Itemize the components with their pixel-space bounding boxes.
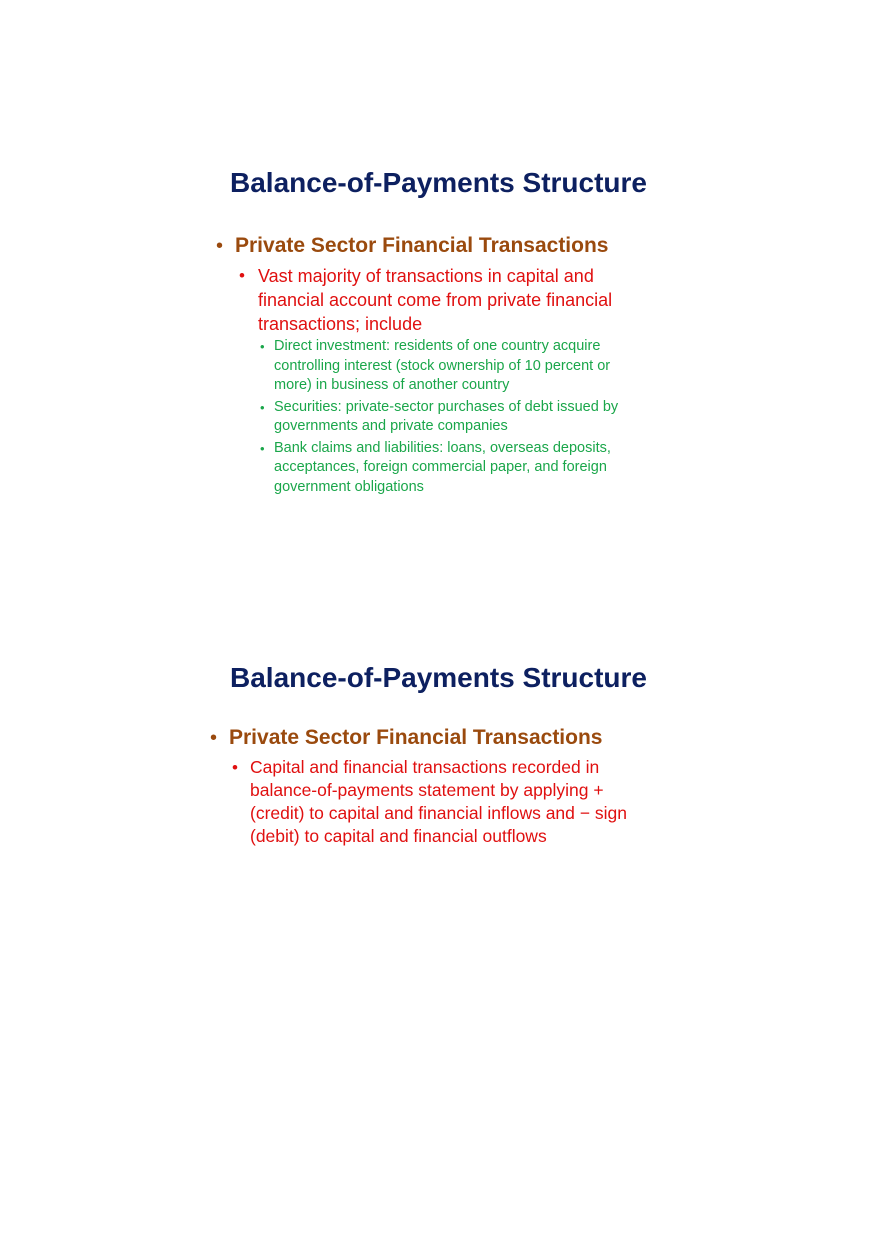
detail-bullet-item [258,439,676,498]
bullet-marker: • [216,235,224,257]
sub-bullet-list [229,756,670,848]
detail-bullet-item [258,337,676,396]
sub-bullet-text: Vast majority of transactions in capital and financial account come from private financial transactions; include [258,266,613,334]
sub-bullet-item [235,264,676,497]
bullet-item-heading [216,232,676,497]
bullet-item-heading [210,724,670,848]
bullet-heading: Private Sector Financial Transactions [229,726,603,749]
detail-bullet-text: Direct investment: residents of one country acquire controlling interest (stock ownership of 10 percent or more) in business of another country [274,338,611,393]
bullet-list [210,724,670,848]
bullet-marker: • [210,727,218,749]
detail-bullet-text: Bank claims and liabilities: loans, overseas deposits, acceptances, foreign commercial paper, and foreign government obligations [274,439,611,495]
bullet-marker: • [260,339,265,354]
slide-1 [0,0,880,620]
bullet-heading: Private Sector Financial Transactions [235,234,609,257]
slide-title: Balance-of-Payments Structure [230,662,648,693]
detail-bullet-item [258,398,676,437]
slide-title: Balance-of-Payments Structure [230,167,648,198]
sub-bullet-list [235,264,676,497]
bullet-marker: • [260,440,265,456]
detail-bullet-text: Securities: private-sector purchases of debt issued by governments and private companies [274,398,619,434]
bullet-list [216,232,676,499]
sub-bullet-text: Capital and financial transactions recorded in balance-of-payments statement by applying + (credit) to capital and financial inflows and − sign (debit) to capital and financial outflows [250,757,627,846]
detail-bullet-list [258,337,676,497]
sub-bullet-item [229,756,670,848]
bullet-marker: • [260,399,265,415]
slide-2 [0,620,880,1247]
bullet-marker: • [232,758,238,777]
bullet-marker: • [239,266,245,285]
